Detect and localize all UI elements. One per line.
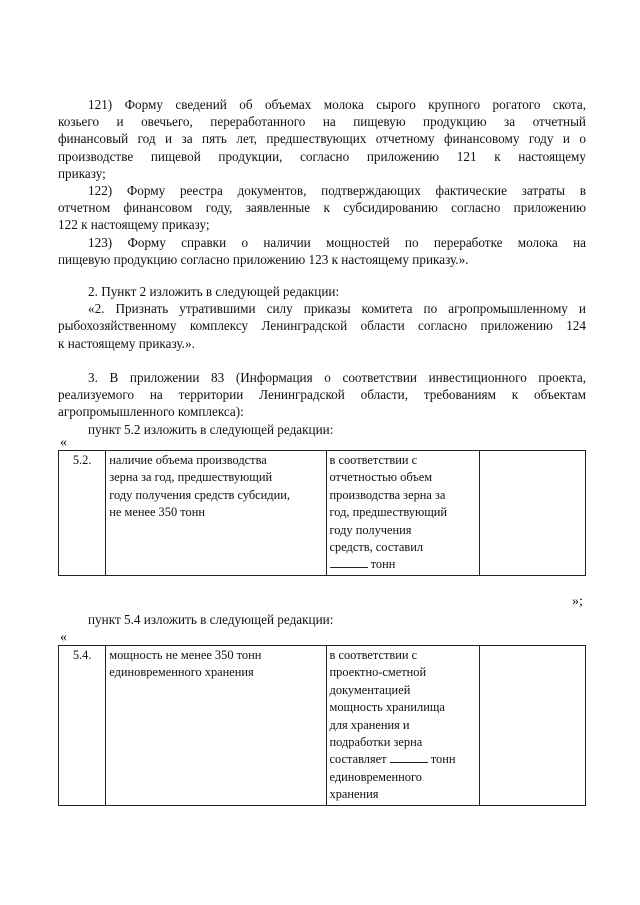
section-3-line: 3. В приложении 83 (Информация о соответствии инвестиционного проекта,: [88, 370, 586, 385]
item-121-line: 121) Форму сведений об объемах молока сырого крупного рогатого скота,: [88, 97, 586, 112]
confirmation-blank-line: [330, 751, 477, 768]
confirmation-line: году получения: [329, 522, 412, 537]
fill-in-blank: [390, 751, 428, 763]
confirmation-line: подработки зерна: [329, 735, 423, 750]
point-5-4-intro: пункт 5.4 изложить в следующей редакции:: [88, 612, 334, 627]
table-row: [59, 646, 586, 806]
requirement-line: не менее 350 тонн: [109, 505, 205, 520]
table-cell-empty: [480, 646, 586, 806]
section-3-line: агропромышленного комплекса):: [58, 404, 244, 420]
unit-label: тонн: [370, 557, 396, 572]
confirmation-line: мощность хранилища: [329, 700, 445, 715]
point-number: 5.4.: [72, 648, 92, 662]
table-cell-confirmation: [326, 646, 480, 806]
confirmation-line: единовременного: [329, 769, 422, 784]
item-122-line: 122 к настоящему приказу;: [58, 217, 210, 233]
section-2-heading: 2. Пункт 2 изложить в следующей редакции:: [88, 284, 340, 299]
point-number: 5.2.: [72, 453, 92, 467]
table-row: [59, 451, 586, 576]
item-121-line: финансовый год и за пять лет, предшествующих отчетному финансовому году и о: [58, 131, 586, 147]
table-point-5-2: [58, 450, 586, 576]
item-123-line: пищевую продукцию согласно приложению 123 к настоящему приказу.».: [58, 252, 469, 268]
confirmation-line: отчетностью объем: [329, 470, 433, 485]
requirement-line: наличие объема производства: [109, 453, 267, 467]
section-2-line: «2. Признать утратившими силу приказы комитета по агропромышленному и: [88, 301, 586, 317]
confirmation-line: в соответствии с: [329, 453, 418, 467]
close-quote-5-2: »;: [572, 594, 583, 609]
table-point-5-4: [58, 645, 586, 806]
section-3-line: реализуемого на территории Ленинградской области, требованиям к объектам: [58, 387, 586, 403]
amount-prefix: составляет: [329, 752, 387, 767]
point-5-4-intro-block: [58, 611, 586, 628]
point-5-2-intro: пункт 5.2 изложить в следующей редакции:: [88, 421, 334, 437]
item-121-line: приказу;: [58, 165, 106, 181]
confirmation-blank-line: [330, 556, 477, 573]
section-2-line: рыбохозяйственному комплексу Ленинградской области согласно приложению 124: [58, 318, 586, 334]
item-122-line: 122) Форму реестра документов, подтверждающих фактические затраты в: [88, 183, 586, 198]
section-2: [58, 283, 586, 352]
item-121-line: производстве пищевой продукции, согласно приложению 121 к настоящему: [58, 148, 586, 164]
unit-label: тонн: [430, 752, 456, 767]
confirmation-line: средств, составил: [329, 540, 424, 555]
table-cell-number: [59, 451, 106, 576]
fill-in-blank: [330, 556, 368, 568]
item-122: [58, 182, 586, 234]
confirmation-line: производства зерна за: [329, 487, 446, 502]
item-121-line: козьего и овечьего, переработанного на пищевую продукцию за отчетный: [58, 114, 586, 130]
item-123-line: 123) Форму справки о наличии мощностей по переработке молока на: [88, 235, 586, 250]
confirmation-line: документацией: [329, 682, 411, 697]
section-2-line: к настоящему приказу.».: [58, 335, 195, 351]
requirement-line: единовременного хранения: [109, 665, 254, 680]
table-cell-requirement: [106, 646, 326, 806]
table-cell-number: [59, 646, 106, 806]
confirmation-line: год, предшествующий: [329, 505, 448, 520]
requirement-line: году получения средств субсидии,: [109, 487, 290, 502]
item-123: [58, 234, 586, 268]
open-quote-5-4: «: [60, 630, 67, 645]
item-121: [58, 96, 586, 182]
confirmation-line: проектно-сметной: [329, 665, 427, 680]
item-122-line: отчетном финансовом году, заявленные к субсидированию согласно приложению: [58, 200, 586, 216]
table-cell-empty: [480, 451, 586, 576]
open-quote-5-2: «: [60, 435, 67, 450]
requirement-line: мощность не менее 350 тонн: [109, 648, 262, 662]
section-3: [58, 369, 586, 438]
confirmation-line: для хранения и: [329, 717, 410, 732]
table-cell-confirmation: [326, 451, 480, 576]
requirement-line: зерна за год, предшествующий: [109, 470, 273, 485]
confirmation-line: хранения: [329, 787, 379, 802]
confirmation-line: в соответствии с: [329, 648, 418, 662]
table-cell-requirement: [106, 451, 326, 576]
